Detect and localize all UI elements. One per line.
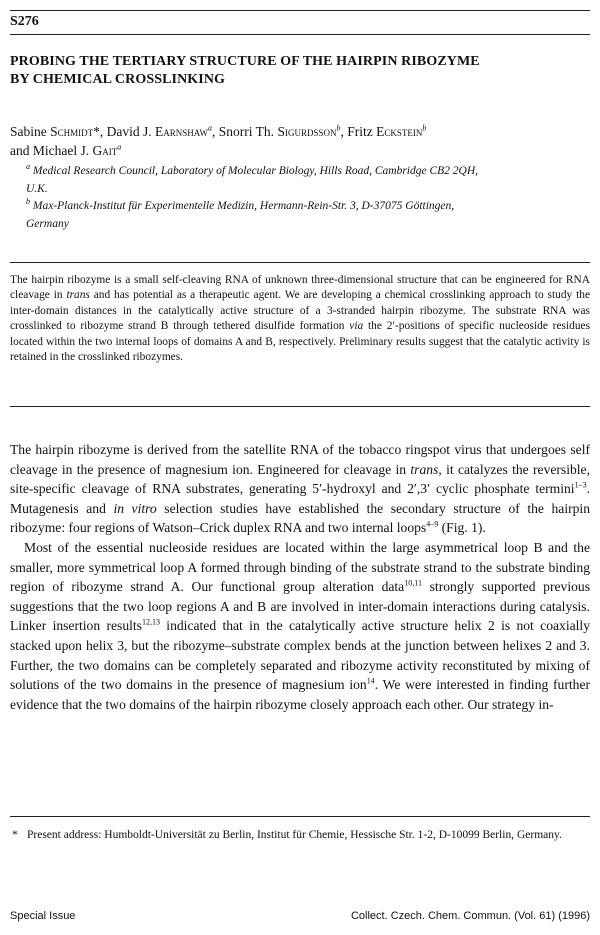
p1-text-b: , it catalyzes the reversible, site-specific cleavage of RNA substrates, generating 5′-hydroxyl and 2′,3′ cyclic phosphate termini <box>10 461 590 497</box>
author-3-mark: b <box>336 123 341 133</box>
p2-text-b: strongly supported previous suggestions that the two loop regions A and B are involved in inter-domain interactions during catalysis. Linker insertion results <box>10 579 590 634</box>
p1-text-e: (Fig. 1). <box>438 520 486 536</box>
p2-ref-1: 10,11 <box>404 578 422 588</box>
author-5-first: and Michael J. <box>10 143 93 158</box>
author-list <box>10 122 590 160</box>
paper-title <box>10 53 590 89</box>
author-4-mark: b <box>422 123 427 133</box>
affiliation-b-cont: Germany <box>26 217 69 230</box>
footnote-rule <box>10 816 590 817</box>
p1-ref-1: 1–3 <box>574 480 587 490</box>
affiliation-a <box>26 163 586 181</box>
abstract-italic-1: trans <box>66 289 90 302</box>
abstract-bottom-rule <box>10 406 590 407</box>
p2-ref-2: 12,13 <box>141 617 160 627</box>
footnote-text: Present address: Humboldt-Universität zu Berlin, Institut für Chemie, Hessische Str. 1-2, D-10099 Berlin, Germany. <box>27 829 562 841</box>
author-4-first: , Fritz <box>340 124 377 139</box>
author-1-mark: * <box>93 124 100 139</box>
p2-text-c: indicated that in the catalytically active structure helix 2 is not coaxially stacked upon helix 3, but the ribozyme–substrate complex bends at the junction between helixes 2 and 3. Further, the two domains can be completely separated and ribozyme activity reconstituted by mixing of solutions of the two domains in the presence of magnesium ion <box>10 618 590 693</box>
p1-text-d: selection studies have established the secondary structure of the hairpin ribozyme: four regions of Watson–Crick duplex RNA and two internal loops <box>10 500 590 536</box>
abstract-text-3: the 2′-positions of specific nucleoside residues located within the two internal loops of domains A and B, respectively. Preliminary results suggest that the catalytic activity is retained in the crosslinked ribozymes. <box>10 320 590 364</box>
p1-text-c: . Mutagenesis and <box>10 481 590 516</box>
p2-text-a: Most of the essential nucleoside residues are located within the large asymmetrical loop B and the smaller, more symmetrical loop A formed through binding of the substrate strand to the substrate binding region of ribozyme strand A. Our functional group alteration data <box>10 539 590 595</box>
top-rule <box>10 10 590 11</box>
main-text <box>10 440 590 714</box>
footer-right: Collect. Czech. Chem. Commun. (Vol. 61) (1996) <box>350 910 590 922</box>
author-1-last: Schmidt <box>50 124 94 139</box>
author-3-last: Sigurdsson <box>277 124 337 139</box>
author-2-first: , David J. <box>99 124 156 139</box>
author-5-last: Gait <box>92 143 118 158</box>
p1-italic-1: trans <box>410 461 439 477</box>
author-2-last: Earnshaw <box>155 124 209 139</box>
abstract-text-2: and has potential as a therapeutic agent. We are developing a chemical crosslinking approach to study the inter-domain distances in the catalytically active structure of a 3-stranded hairpin ribozyme. The substrate RNA was crosslinked to ribozyme strand B through tethered disulfide formation <box>10 289 591 333</box>
author-5-mark: a <box>117 142 122 152</box>
affiliation-b-mark: b <box>26 197 30 207</box>
p2-text-d: . We were interested in finding further evidence that the two domains of the hairpin ribozyme closely approach each other. Our strategy in- <box>10 677 591 712</box>
footer-left: Special Issue <box>10 910 76 922</box>
author-3-first: , Snorri Th. <box>212 124 278 139</box>
p1-text-a: The hairpin ribozyme is derived from the satellite RNA of the tobacco ringspot virus that undergoes self cleavage in the presence of magnesium ion. Engineered for cleavage in <box>10 442 590 477</box>
p1-italic-2: in vitro <box>113 500 157 516</box>
affiliation-b <box>26 198 586 216</box>
abstract-text-1: The hairpin ribozyme is a small self-cleaving RNA of unknown three-dimensional structure that can be engineered for RNA cleavage in <box>10 274 590 302</box>
p1-ref-2: 4–9 <box>426 519 439 529</box>
paragraph-1 <box>10 440 590 538</box>
affiliation-a-line-1: Medical Research Council, Laboratory of Molecular Biology, Hills Road, Cambridge CB2 2QH, <box>32 165 479 177</box>
footnote <box>10 827 590 843</box>
author-1-first: Sabine <box>10 124 51 139</box>
page-label: S276 <box>10 14 39 29</box>
header-rule <box>10 34 590 35</box>
abstract-italic-2: via <box>349 320 364 333</box>
paragraph-2 <box>10 538 590 714</box>
title-line-2: BY CHEMICAL CROSSLINKING <box>10 72 226 87</box>
abstract <box>10 273 590 365</box>
title-line-1: PROBING THE TERTIARY STRUCTURE OF THE HAIRPIN RIBOZYME <box>10 54 480 69</box>
affiliations <box>26 163 586 233</box>
p2-ref-3: 14 <box>366 676 375 686</box>
abstract-top-rule <box>10 262 590 263</box>
author-4-last: Eckstein <box>376 124 423 139</box>
affiliation-b-line-1: Max-Planck-Institut für Experimentelle Medizin, Hermann-Rein-Str. 3, D-37075 Göttingen, <box>32 200 455 212</box>
footnote-mark: * <box>12 829 18 841</box>
author-2-mark: a <box>208 123 213 133</box>
affiliation-a-mark: a <box>26 162 30 172</box>
affiliation-a-cont: U.K. <box>26 182 48 195</box>
